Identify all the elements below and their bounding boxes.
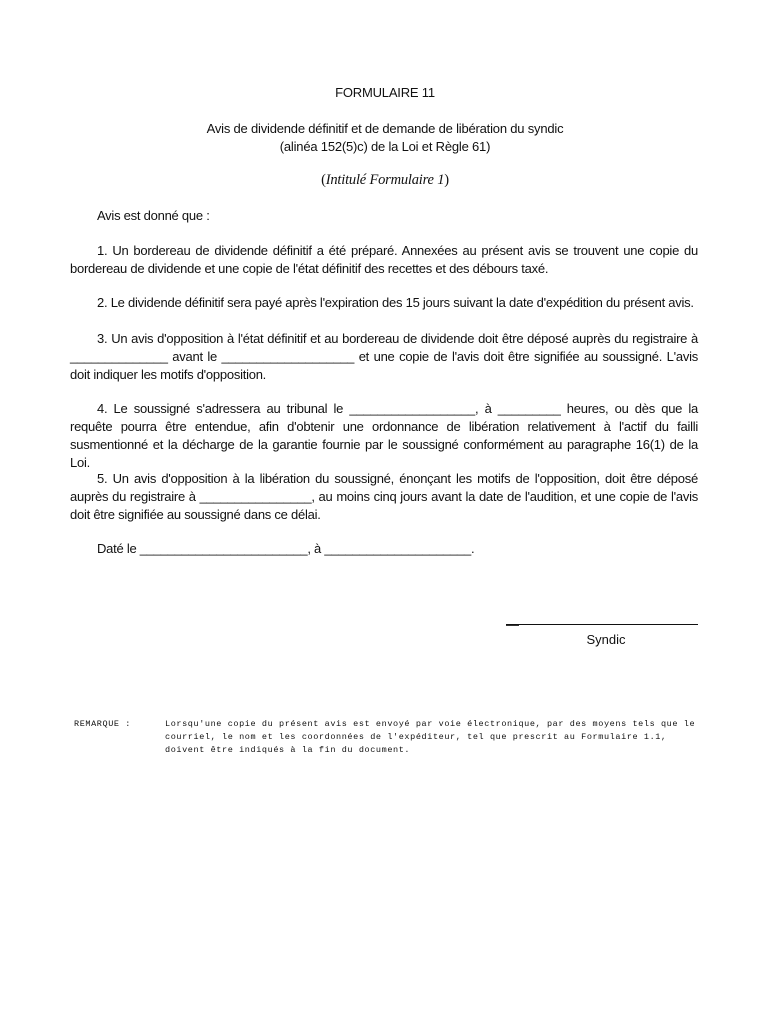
remarque-label: REMARQUE : [74,719,132,729]
paragraph-4-text: 4. Le soussigné s'adressera au tribunal le __________________, à _________ heures, ou dès que la requête pourra être entendue, afin d'obtenir une ordonnance de libération relativement à l'actif du failli susmentionné et la décharge de la garantie fournie par le soussigné conformément au paragraphe 16(1) de la Loi. [70,401,698,470]
date-line: Daté le ________________________, à _____________________. [97,541,475,556]
paragraph-3-text: 3. Un avis d'opposition à l'état définitif et au bordereau de dividende doit être déposé auprès du registraire à ______________ avant le ___________________ et une copie de l'avis doit être signifiée au soussigné. L'avis doit indiquer les motifs d'opposition. [70,331,698,382]
intitule-close-paren: ) [444,172,449,188]
paragraph-5-text: 5. Un avis d'opposition à la libération du soussigné, énonçant les motifs de l'opposition, doit être déposé auprès du registraire à ________________, au moins cinq jours avant la date de l'audition, et une copie de l'avis doit être signifiée au soussigné dans ce délai. [70,471,698,522]
signature-line [506,624,698,625]
intitule-line [0,171,770,189]
intro-text: Avis est donné que : [97,208,210,223]
paragraph-3 [70,330,698,384]
signature-dash: — [506,617,519,632]
paragraph-5 [70,470,698,524]
paragraph-1-text: 1. Un bordereau de dividende définitif a été préparé. Annexées au présent avis se trouvent une copie du bordereau de dividende et une copie de l'état définitif des recettes et des débours taxé. [70,243,698,276]
paragraph-2-text: 2. Le dividende définitif sera payé après l'expiration des 15 jours suivant la date d'expédition du présent avis. [97,295,694,310]
paragraph-1 [70,242,698,278]
paragraph-4 [70,400,698,472]
intitule-text: Intitulé Formulaire 1 [325,172,445,188]
form-number: FORMULAIRE 11 [335,85,435,100]
form-title-line-2: (alinéa 152(5)c) de la Loi et Règle 61) [279,139,491,154]
signature-label: Syndic [586,632,626,647]
paragraph-2 [70,294,698,312]
intitule-open-paren: ( [321,172,326,188]
remarque-text: Lorsqu'une copie du présent avis est envoyé par voie électronique, par des moyens tels que le courriel, le nom et les coordonnées de l'expéditeur, tel que prescrit au Formulaire 1.1, doivent être indiqués à la fin du document. [165,719,696,755]
form-title-line-1: Avis de dividende définitif et de demande de libération du syndic [206,121,564,136]
